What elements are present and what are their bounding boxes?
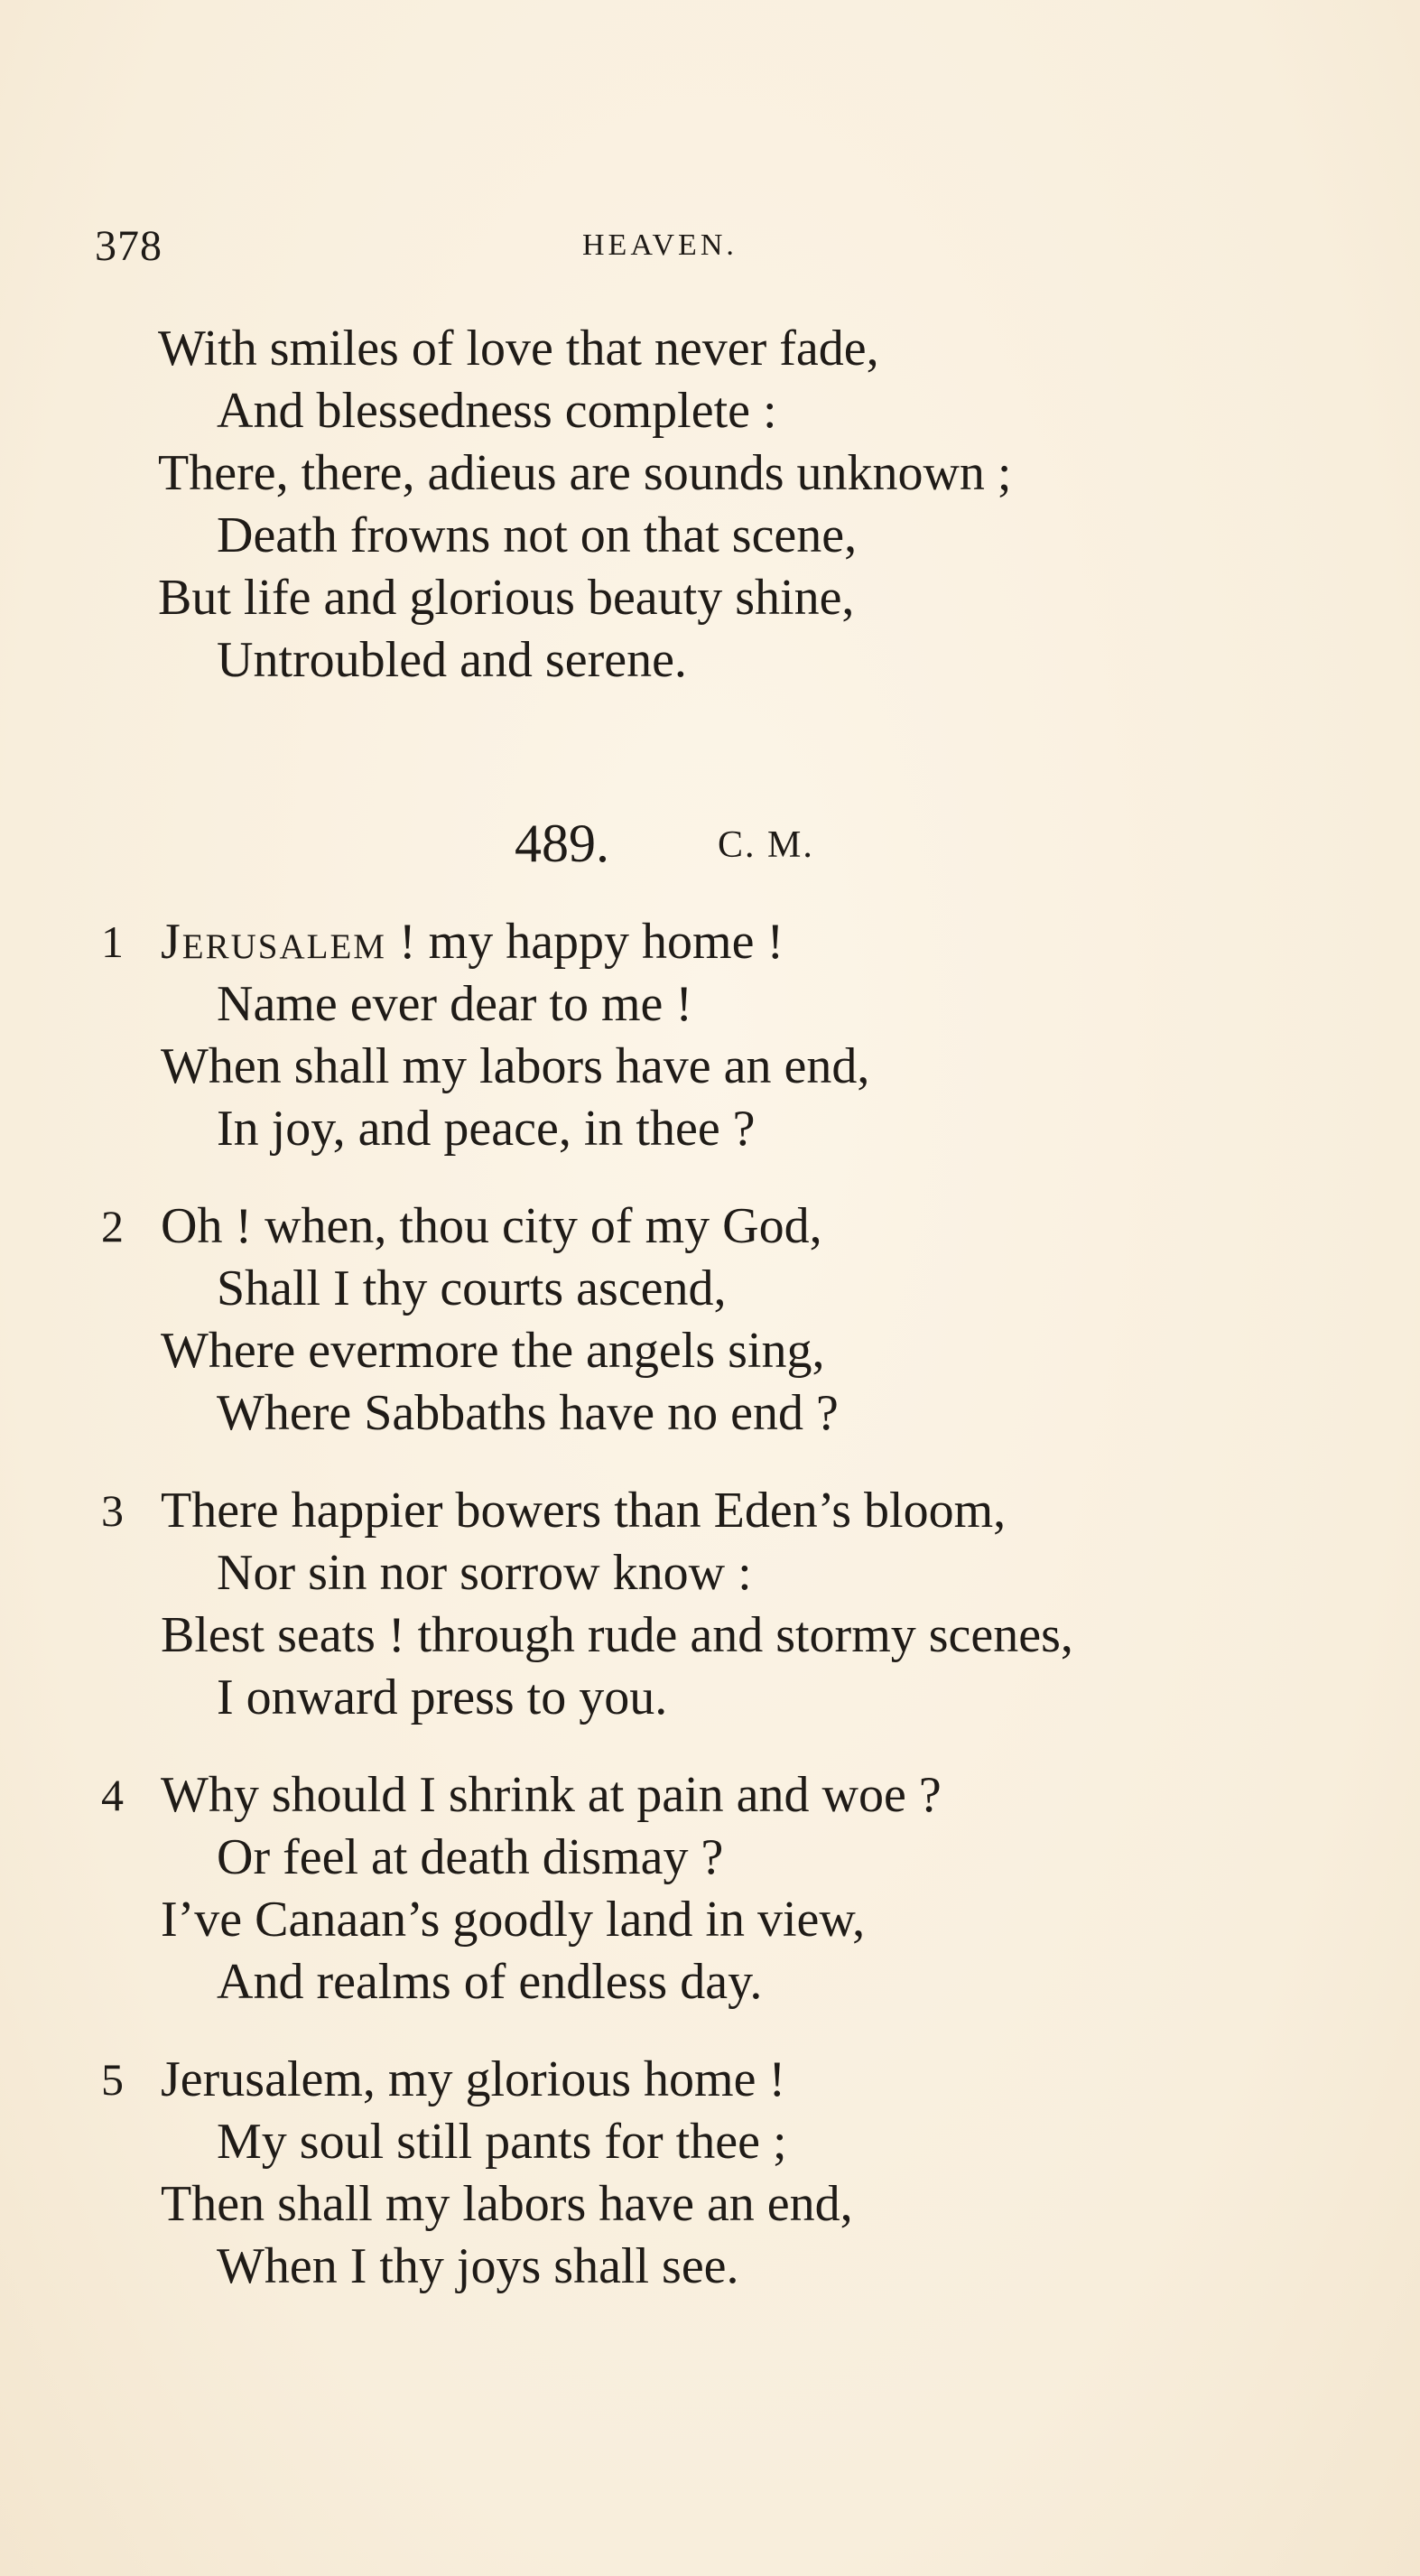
hymn-meter: C. M. xyxy=(718,824,814,866)
verse-line: Name ever dear to me ! xyxy=(217,976,693,1032)
verse-line: And realms of endless day. xyxy=(217,1954,763,2010)
verse-line xyxy=(161,914,784,970)
verse-line: Blest seats ! through rude and stormy scenes, xyxy=(161,1607,1073,1663)
stanza-number: 2 xyxy=(101,1201,124,1251)
stanza-number: 1 xyxy=(101,916,124,967)
verse-line: Jerusalem, my glorious home ! xyxy=(161,2051,786,2107)
verse-line: But life and glorious beauty shine, xyxy=(158,570,855,626)
verse-line: Or feel at death dismay ? xyxy=(217,1829,724,1885)
page-number: 378 xyxy=(95,222,162,270)
verse-line: I onward press to you. xyxy=(217,1669,668,1725)
verse-line: There happier bowers than Eden’s bloom, xyxy=(161,1483,1007,1539)
verse-line: Why should I shrink at pain and woe ? xyxy=(161,1767,942,1823)
hymn-number: 489. xyxy=(515,814,609,873)
stanza-number: 3 xyxy=(101,1485,124,1536)
verse-line: With smiles of love that never fade, xyxy=(158,321,879,377)
verse-line: When shall my labors have an end, xyxy=(161,1038,870,1094)
running-title: HEAVEN. xyxy=(582,228,738,262)
verse-line: And blessedness complete : xyxy=(217,383,777,439)
verse-line: When I thy joys shall see. xyxy=(217,2238,739,2294)
stanza-first-word: Jerusalem xyxy=(161,914,386,970)
stanza-number: 4 xyxy=(101,1770,124,1820)
verse-line: Then shall my labors have an end, xyxy=(161,2176,853,2232)
verse-line-text: ! my happy home ! xyxy=(385,914,784,970)
verse-line: Where Sabbaths have no end ? xyxy=(217,1385,839,1441)
verse-line: Untroubled and serene. xyxy=(217,632,687,688)
verse-line: Shall I thy courts ascend, xyxy=(217,1260,727,1316)
verse-line: In joy, and peace, in thee ? xyxy=(217,1101,756,1157)
verse-line: My soul still pants for thee ; xyxy=(217,2114,787,2170)
verse-line: There, there, adieus are sounds unknown ; xyxy=(158,445,1012,501)
verse-line: Death frowns not on that scene, xyxy=(217,507,858,563)
verse-line: I’ve Canaan’s goodly land in view, xyxy=(161,1892,866,1948)
stanza-number: 5 xyxy=(101,2054,124,2105)
verse-line: Where evermore the angels sing, xyxy=(161,1323,825,1379)
verse-line: Nor sin nor sorrow know : xyxy=(217,1545,752,1601)
verse-line: Oh ! when, thou city of my God, xyxy=(161,1198,822,1254)
running-head xyxy=(0,221,1420,275)
